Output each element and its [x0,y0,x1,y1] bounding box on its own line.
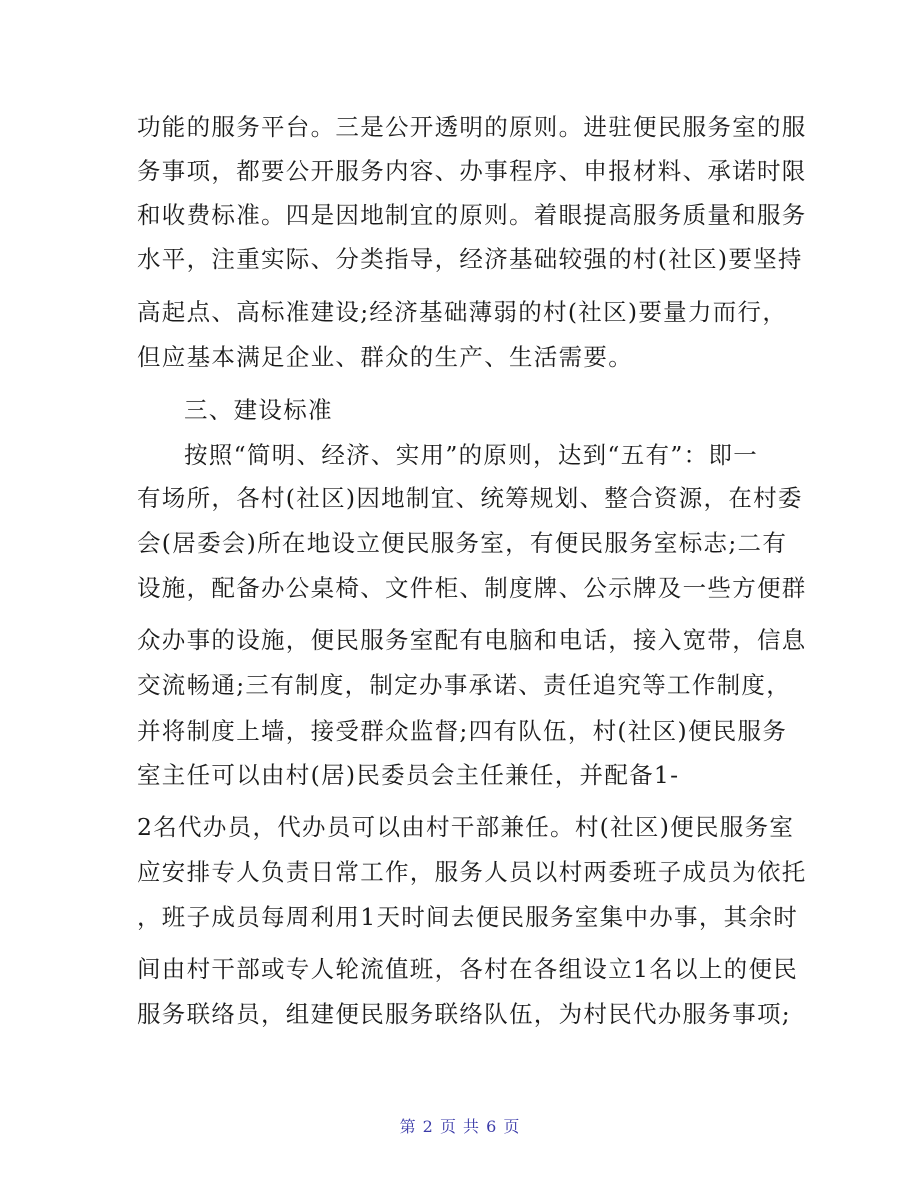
page-number: 第 2 页 共 6 页 [399,1117,521,1136]
text-line: 但应基本满足企业、群众的生产、生活需要。 [137,343,633,371]
text-line: 服务联络员，组建便民服务联络队伍，为村民代办服务事项; [137,1000,792,1028]
text-line: 众办事的设施，便民服务室配有电脑和电话，接入宽带，信息 [137,626,807,654]
text-line: 务事项，都要公开服务内容、办事程序、申报材料、承诺时限 [137,157,807,185]
text-line: ，班子成员每周利用1天时间去便民服务室集中办事，其余时 [137,903,799,931]
text-line: 会(居委会)所在地设立便民服务室，有便民服务室标志;二有 [137,529,788,557]
text-line: 间由村干部或专人轮流值班，各村在各组设立1名以上的便民 [137,955,799,983]
text-line: 功能的服务平台。三是公开透明的原则。进驻便民服务室的服 [137,113,807,141]
text-line: 交流畅通;三有制度，制定办事承诺、责任追究等工作制度， [137,671,792,699]
text-line: 有场所，各村(社区)因地制宜、统筹规划、整合资源，在村委 [137,484,803,512]
text-line: 应安排专人负责日常工作，服务人员以村两委班子成员为依托 [137,858,807,886]
text-line: 高起点、高标准建设;经济基础薄弱的村(社区)要量力而行， [137,298,788,326]
text-line: 室主任可以由村(居)民委员会主任兼任，并配备1- [137,761,680,789]
text-line: 按照“简明、经济、实用”的原则，达到“五有”：即一 [184,441,759,469]
text-line: 并将制度上墙，接受群众监督;四有队伍，村(社区)便民服务 [137,717,788,745]
text-line: 和收费标准。四是因地制宜的原则。着眼提高服务质量和服务 [137,201,807,229]
text-line: 2名代办员，代办员可以由村干部兼任。村(社区)便民服务室 [137,813,795,841]
section-heading: 三、建设标准 [184,396,333,424]
text-line: 设施，配备办公桌椅、文件柜、制度牌、公示牌及一些方便群 [137,574,807,602]
text-line: 水平，注重实际、分类指导，经济基础较强的村(社区)要坚持 [137,245,803,273]
